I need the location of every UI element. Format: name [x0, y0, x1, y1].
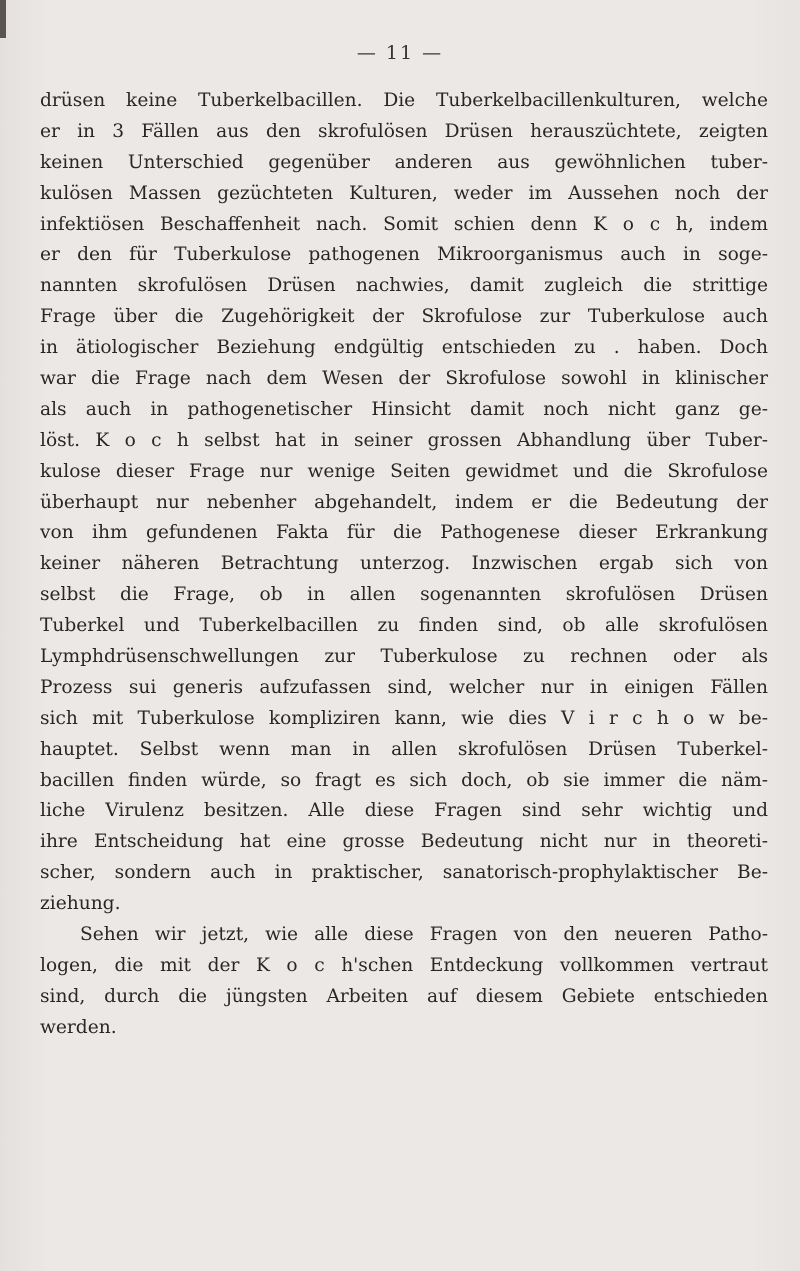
text-line: selbst die Frage, ob in allen sogenannten skrofulösen Drüsen [40, 584, 768, 606]
text-line: kulose dieser Frage nur wenige Seiten gewidmet und die Skrofulose [40, 460, 768, 482]
text-line: Lymphdrüsenschwellungen zur Tuberkulose zu rechnen oder als [40, 646, 768, 668]
body-text [40, 86, 768, 1044]
text-line: drüsen keine Tuberkelbacillen. Die Tuberkelbacillenkulturen, welche [40, 90, 768, 111]
text-line: löst. K o c h selbst hat in seiner grossen Abhandlung über Tuber- [40, 429, 768, 451]
text-line: war die Frage nach dem Wesen der Skrofulose sowohl in klinischer [40, 368, 768, 390]
text-line: Sehen wir jetzt, wie alle diese Fragen von den neueren Patho- [80, 924, 768, 946]
text-line: in ätiologischer Beziehung endgültig entschieden zu . haben. Doch [40, 337, 768, 359]
text-line: hauptet. Selbst wenn man in allen skrofulösen Drüsen Tuberkel- [40, 738, 768, 760]
text-line: nannten skrofulösen Drüsen nachwies, damit zugleich die strittige [40, 275, 768, 297]
text-line: infektiösen Beschaffenheit nach. Somit schien denn K o c h, indem [40, 213, 768, 235]
page-number: — 11 — [356, 42, 444, 64]
text-line: Frage über die Zugehörigkeit der Skrofulose zur Tuberkulose auch [40, 306, 768, 328]
text-line: bacillen finden würde, so fragt es sich doch, ob sie immer die näm- [40, 769, 768, 791]
text-line: werden. [40, 1016, 117, 1038]
text-line: logen, die mit der K o c h'schen Entdeckung vollkommen vertraut [40, 954, 768, 976]
text-line: keiner näheren Betrachtung unterzog. Inzwischen ergab sich von [40, 553, 768, 575]
text-line: er den für Tuberkulose pathogenen Mikroorganismus auch in soge- [40, 244, 768, 266]
text-line: ihre Entscheidung hat eine grosse Bedeutung nicht nur in theoreti- [40, 831, 768, 853]
text-line: Tuberkel und Tuberkelbacillen zu finden sind, ob alle skrofulösen [40, 615, 768, 637]
text-line: liche Virulenz besitzen. Alle diese Fragen sind sehr wichtig und [40, 800, 768, 822]
text-line: ziehung. [40, 893, 121, 915]
text-line: als auch in pathogenetischer Hinsicht damit noch nicht ganz ge- [40, 398, 768, 420]
text-line: sind, durch die jüngsten Arbeiten auf diesem Gebiete entschieden [40, 985, 768, 1007]
text-line: überhaupt nur nebenher abgehandelt, indem er die Bedeutung der [40, 491, 768, 513]
text-line: kulösen Massen gezüchteten Kulturen, weder im Aussehen noch der [40, 182, 768, 204]
text-line: sich mit Tuberkulose kompliziren kann, wie dies V i r c h o w be- [40, 707, 768, 729]
text-line: von ihm gefundenen Fakta für die Pathogenese dieser Erkrankung [40, 522, 768, 544]
text-line: scher, sondern auch in praktischer, sanatorisch-prophylaktischer Be- [40, 862, 768, 884]
text-line: keinen Unterschied gegenüber anderen aus gewöhnlichen tuber- [40, 151, 768, 173]
text-line: Prozess sui generis aufzufassen sind, welcher nur in einigen Fällen [40, 676, 768, 698]
scan-edge-mark [0, 0, 6, 38]
text-line: er in 3 Fällen aus den skrofulösen Drüsen herauszüchtete, zeigten [40, 120, 768, 142]
